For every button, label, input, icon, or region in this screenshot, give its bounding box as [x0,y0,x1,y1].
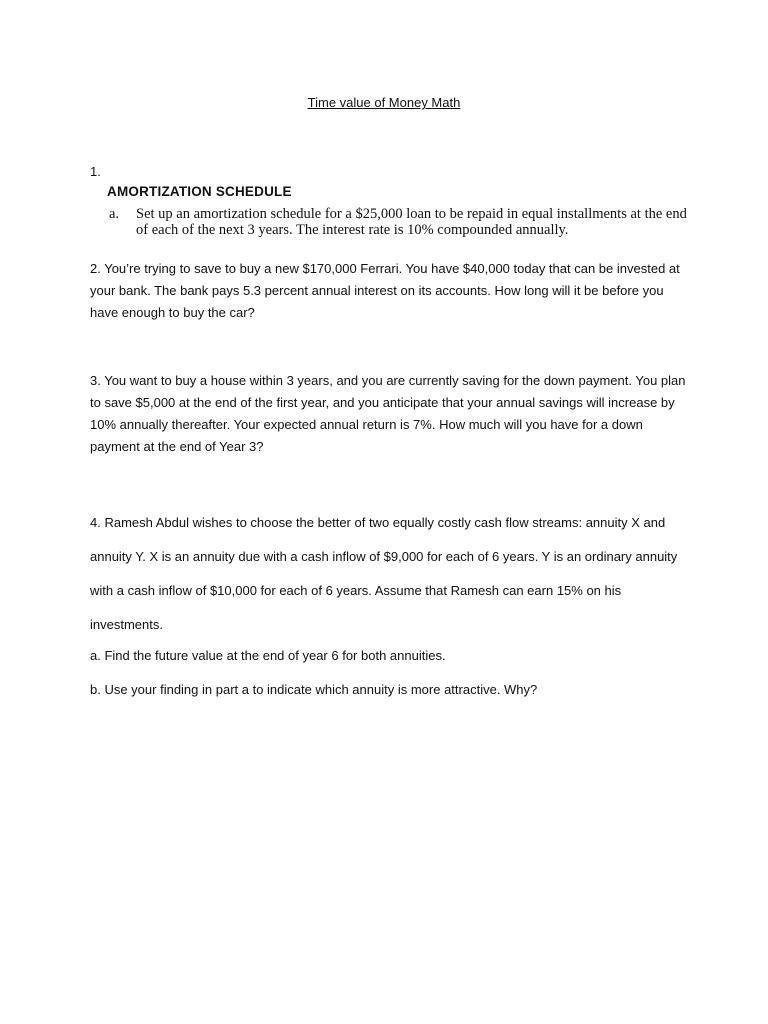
document-title: Time value of Money Math [307,95,461,110]
question-2: 2. You’re trying to save to buy a new $170,000 Ferrari. You have $40,000 today that can be invested at your bank. The bank pays 5.3 percent annual interest on its accounts. How long will it be before you have enough to buy the car? [90,261,680,320]
question-4: 4. Ramesh Abdul wishes to choose the better of two equally costly cash flow streams: annuity X and annuity Y. X is an annuity due with a cash inflow of $9,000 for each of 6 years. Y is an ordinary annuity with a cash inflow of $10,000 for each of 6 years. Assume that Ramesh can earn 15% on his investments. [90,515,678,632]
question-1-part-a-text: Set up an amortization schedule for a $25,000 loan to be repaid in equal installments at the end of each of the next 3 years. The interest rate is 10% compounded annually. [136,206,687,238]
question-3: 3. You want to buy a house within 3 years, and you are currently saving for the down payment. You plan to save $5,000 at the end of the first year, and you anticipate that your annual savings will increase by 10% annually thereafter. Your expected annual return is 7%. How much will you have for a down payment at the end of Year 3? [90,373,686,454]
question-4-part-a: a. Find the future value at the end of year 6 for both annuities. [90,648,446,663]
question-1-part-a [109,206,689,238]
question-1-part-a-letter: a. [109,206,120,222]
amortization-heading: AMORTIZATION SCHEDULE [107,184,292,199]
question-1-number: 1. [90,164,101,179]
question-4-part-b: b. Use your finding in part a to indicate which annuity is more attractive. Why? [90,682,538,697]
